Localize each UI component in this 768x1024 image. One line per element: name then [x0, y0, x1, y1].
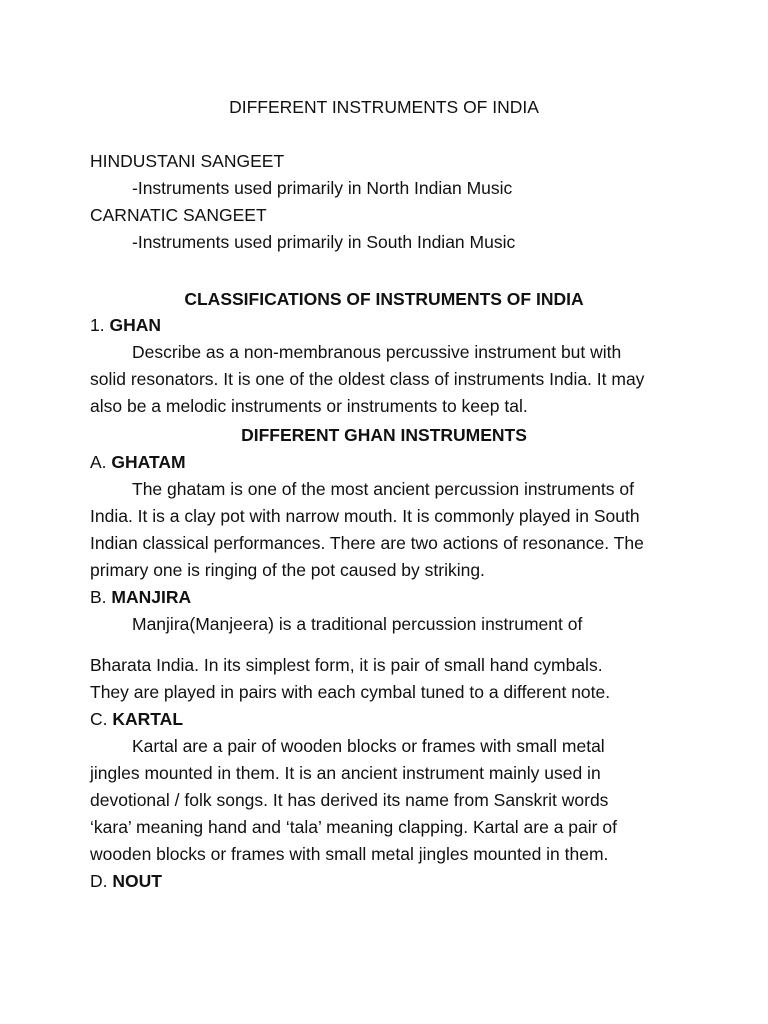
manjira-heading: [90, 584, 698, 611]
hindustani-description: -Instruments used primarily in North Indian Music: [132, 178, 513, 198]
ghatam-line: Indian classical performances. There are two actions of resonance. The: [90, 533, 644, 553]
ghan-name: GHAN: [109, 315, 162, 335]
ghatam-manjira-section: [90, 449, 698, 638]
intro-section: [90, 148, 698, 256]
kartal-line: wooden blocks or frames with small metal jingles mounted in them.: [90, 844, 609, 864]
manjira-line: Manjira(Manjeera) is a traditional percussion instrument of: [132, 614, 583, 634]
manjira-letter: B.: [90, 587, 107, 607]
manjira-line: Bharata India. In its simplest form, it is pair of small hand cymbals.: [90, 655, 603, 675]
kartal-line: devotional / folk songs. It has derived its name from Sanskrit words: [90, 790, 609, 810]
hindustani-heading: HINDUSTANI SANGEET: [90, 151, 285, 171]
ghan-number: 1.: [90, 315, 105, 335]
carnatic-description: -Instruments used primarily in South Indian Music: [132, 232, 516, 252]
ghan-desc-line: solid resonators. It is one of the oldest class of instruments India. It may: [90, 369, 645, 389]
nout-name: NOUT: [112, 871, 162, 891]
ghatam-line: India. It is a clay pot with narrow mouth. It is commonly played in South: [90, 506, 640, 526]
ghatam-name: GHATAM: [111, 452, 186, 472]
kartal-name: KARTAL: [112, 709, 184, 729]
ghan-instruments-heading: DIFFERENT GHAN INSTRUMENTS: [241, 425, 527, 445]
classifications-heading: CLASSIFICATIONS OF INSTRUMENTS OF INDIA: [184, 289, 584, 309]
ghan-desc-line: also be a melodic instruments or instruments to keep tal.: [90, 396, 528, 416]
ghatam-line: The ghatam is one of the most ancient percussion instruments of: [132, 479, 634, 499]
ghan-desc-line: Describe as a non-membranous percussive instrument but with: [132, 342, 622, 362]
nout-heading: [90, 868, 698, 895]
ghatam-line: primary one is ringing of the pot caused by striking.: [90, 560, 485, 580]
ghatam-letter: A.: [90, 452, 107, 472]
kartal-letter: C.: [90, 709, 108, 729]
nout-letter: D.: [90, 871, 108, 891]
page-title: DIFFERENT INSTRUMENTS OF INDIA: [229, 97, 539, 117]
kartal-heading: [90, 706, 698, 733]
carnatic-heading: CARNATIC SANGEET: [90, 205, 267, 225]
kartal-line: Kartal are a pair of wooden blocks or frames with small metal: [132, 736, 605, 756]
kartal-line: jingles mounted in them. It is an ancient instrument mainly used in: [90, 763, 601, 783]
manjira-name: MANJIRA: [111, 587, 192, 607]
manjira-line: They are played in pairs with each cymbal tuned to a different note.: [90, 682, 611, 702]
ghatam-heading: [90, 449, 698, 476]
kartal-line: ‘kara’ meaning hand and ‘tala’ meaning clapping. Kartal are a pair of: [90, 817, 617, 837]
ghan-heading: [90, 312, 698, 339]
ghan-section: [90, 312, 698, 420]
manjira-kartal-nout-section: [90, 652, 698, 895]
